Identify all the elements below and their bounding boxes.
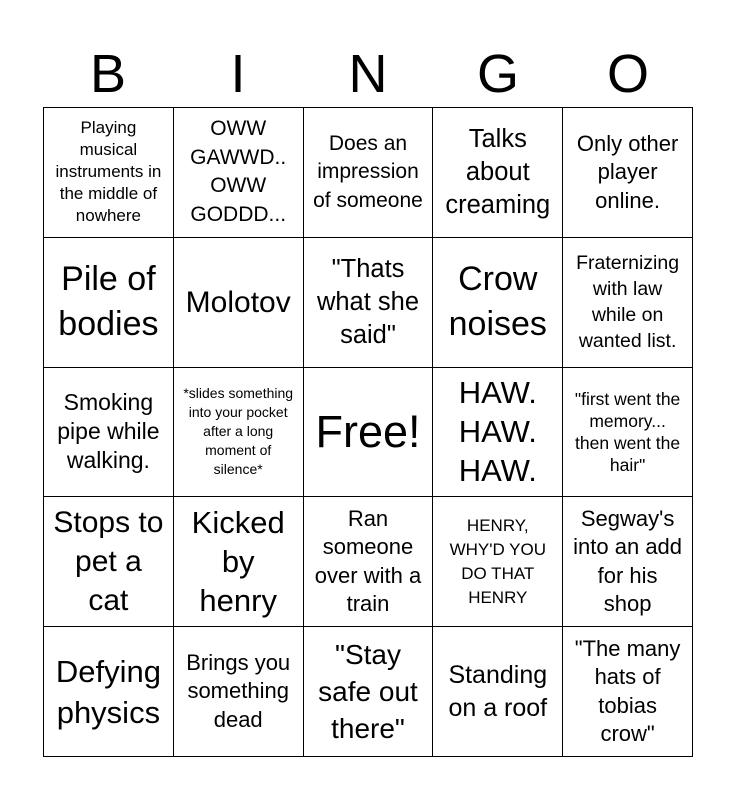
bingo-cell xyxy=(44,368,174,498)
bingo-cell xyxy=(563,368,693,498)
cell-text: Only other player online. xyxy=(576,130,679,213)
bingo-cell xyxy=(304,238,434,368)
bingo-cell xyxy=(304,108,434,238)
cell-text: "The many hats of tobias crow" xyxy=(574,635,681,747)
bingo-header xyxy=(43,40,693,108)
cell-text: Crow noises xyxy=(448,260,547,344)
bingo-cell xyxy=(433,238,563,368)
header-letter-b: B xyxy=(89,44,127,104)
header-letter-n: N xyxy=(348,44,388,104)
bingo-cell xyxy=(174,368,304,498)
bingo-cell xyxy=(563,238,693,368)
bingo-cell xyxy=(174,627,304,757)
bingo-cell xyxy=(44,108,174,238)
bingo-cell xyxy=(433,497,563,627)
header-letter-o: O xyxy=(606,44,649,104)
cell-text: Fraternizing with law while on wanted list. xyxy=(576,252,680,353)
bingo-cell xyxy=(304,497,434,627)
cell-text: Kicked by henry xyxy=(191,505,285,619)
bingo-free-cell xyxy=(304,368,434,498)
bingo-cell xyxy=(174,497,304,627)
header-letter-i: I xyxy=(230,44,246,104)
cell-text: "Thats what she said" xyxy=(316,254,420,349)
bingo-cell xyxy=(563,108,693,238)
bingo-cell xyxy=(44,627,174,757)
bingo-cell xyxy=(433,108,563,238)
cell-text: "first went the memory... then went the hair" xyxy=(574,388,681,475)
cell-text: Stops to pet a cat xyxy=(53,506,164,618)
cell-text: "Stay safe out there" xyxy=(318,639,418,745)
bingo-cell xyxy=(304,627,434,757)
header-letter-g: G xyxy=(476,44,519,104)
cell-text: Standing on a roof xyxy=(448,660,548,722)
cell-text: Brings you something dead xyxy=(186,649,291,732)
free-space-text: Free! xyxy=(315,405,421,457)
cell-text: Ran someone over with a train xyxy=(314,505,422,617)
bingo-cell xyxy=(174,238,304,368)
cell-text: Talks about creaming xyxy=(445,124,551,219)
cell-text: Does an impression of someone xyxy=(313,131,423,212)
cell-text: Segway's into an add for his shop xyxy=(573,505,683,617)
cell-text: Molotov xyxy=(185,285,291,319)
cell-text: HENRY, WHY'D YOU DO THAT HENRY xyxy=(449,515,547,607)
cell-text: Pile of bodies xyxy=(58,260,159,344)
cell-text: Defying physics xyxy=(55,653,161,730)
cell-text: *slides something into your pocket after a long moment of silence* xyxy=(183,385,294,478)
cell-text: HAW. HAW. HAW. xyxy=(458,375,537,489)
bingo-cell xyxy=(433,627,563,757)
bingo-grid xyxy=(43,107,693,757)
bingo-cell xyxy=(174,108,304,238)
bingo-cell xyxy=(44,497,174,627)
bingo-cell xyxy=(563,497,693,627)
cell-text: Playing musical instruments in the middle of nowhere xyxy=(55,118,162,226)
cell-text: OWW GAWWD.. OWW GODDD... xyxy=(190,117,287,226)
bingo-cell xyxy=(563,627,693,757)
bingo-cell xyxy=(44,238,174,368)
cell-text: Smoking pipe while walking. xyxy=(57,389,160,474)
bingo-cell xyxy=(433,368,563,498)
